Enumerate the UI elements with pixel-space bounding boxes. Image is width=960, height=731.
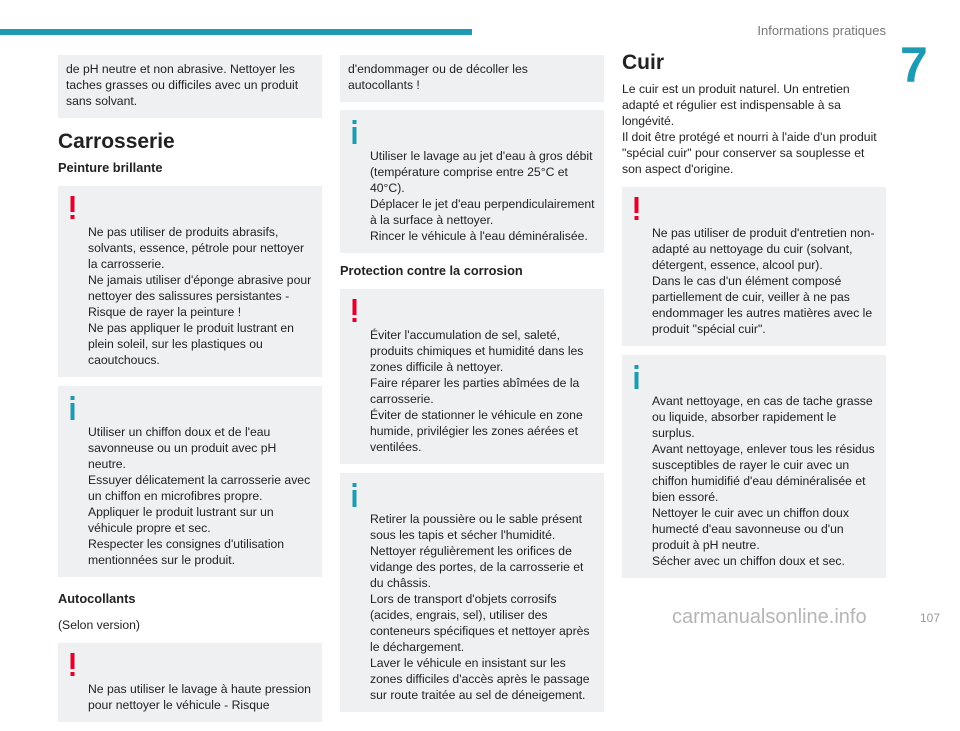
info-note bbox=[340, 110, 604, 253]
info-icon bbox=[350, 483, 359, 507]
chapter-number: 7 bbox=[900, 37, 928, 93]
header-accent-bar bbox=[0, 29, 472, 35]
info-text: Avant nettoyage, en cas de tache grasse ou liquide, absorber rapidement le surplus. Avant nettoyage, enlever tous les résidus susceptibles de rayer le cuir avec un chiffon humidifié d'eau déminéralisée et bien essoré. Nettoyer le cuir avec un chiffon doux humecté d'eau savonneuse ou d'un produit à pH neutre. Sécher avec un chiffon doux et sec. bbox=[652, 394, 875, 568]
warning-note bbox=[58, 643, 322, 722]
info-note bbox=[622, 355, 886, 578]
warning-note bbox=[58, 186, 322, 377]
warning-text: Éviter l'accumulation de sel, saleté, produits chimiques et humidité dans les zones difficile à nettoyer. Faire réparer les parties abîmées de la carrosserie. Éviter de stationner le véhicule en zone humide, privilégier les zones aérées et ventilées. bbox=[370, 328, 584, 454]
subheading-corrosion: Protection contre la corrosion bbox=[340, 263, 523, 278]
subheading-autocollants: Autocollants bbox=[58, 591, 136, 606]
section-title-carrosserie: Carrosserie bbox=[58, 130, 175, 153]
continued-text-box: de pH neutre et non abrasive. Nettoyer les taches grasses ou difficiles avec un produit sans solvant. bbox=[58, 55, 322, 118]
warning-note bbox=[622, 187, 886, 346]
info-icon bbox=[68, 396, 77, 420]
column-2 bbox=[340, 55, 604, 721]
header-title: Informations pratiques bbox=[757, 23, 886, 38]
warning-icon bbox=[632, 197, 641, 221]
warning-icon bbox=[350, 299, 359, 323]
version-note: (Selon version) bbox=[58, 618, 140, 632]
warning-text: Ne pas utiliser de produits abrasifs, solvants, essence, pétrole pour nettoyer la carrosserie. Ne jamais utiliser d'éponge abrasive pour nettoyer des salissures persistantes - Risque de rayer la peinture ! Ne pas appliquer le produit lustrant en plein soleil, sur les plastiques ou caoutchoucs. bbox=[88, 225, 312, 367]
subheading-peinture: Peinture brillante bbox=[58, 160, 163, 175]
info-icon bbox=[350, 120, 359, 144]
warning-icon bbox=[68, 196, 77, 220]
info-text: Utiliser le lavage au jet d'eau à gros débit (température comprise entre 25°C et 40°C). Déplacer le jet d'eau perpendiculairement à la surface à nettoyer. Rincer le véhicule à l'eau déminéralisée. bbox=[370, 149, 595, 243]
info-text: Utiliser un chiffon doux et de l'eau savonneuse ou un produit avec pH neutre. Essuyer délicatement la carrosserie avec un chiffon en microfibres propre. Appliquer le produit lustrant sur un véhicule propre et sec. Respecter les consignes d'utilisation mentionnées sur le produit. bbox=[88, 425, 311, 567]
column-1 bbox=[58, 55, 322, 731]
warning-text: Ne pas utiliser de produit d'entretien non-adapté au nettoyage du cuir (solvant, détergent, essence, alcool pur). Dans le cas d'un élément composé partiellement de cuir, veiller à ne pas endommager les autres matières avec le produit "spécial cuir". bbox=[652, 226, 875, 336]
info-note bbox=[58, 386, 322, 577]
continued-text-box: d'endommager ou de décoller les autocollants ! bbox=[340, 55, 604, 102]
warning-note bbox=[340, 289, 604, 464]
watermark: carmanualsonline.info bbox=[672, 606, 867, 628]
warning-text: Ne pas utiliser le lavage à haute pression pour nettoyer le véhicule - Risque bbox=[88, 682, 311, 712]
info-icon bbox=[632, 365, 641, 389]
info-note bbox=[340, 473, 604, 712]
page-number: 107 bbox=[919, 611, 940, 625]
warning-icon bbox=[68, 653, 77, 677]
info-text: Retirer la poussière ou le sable présent sous les tapis et sécher l'humidité. Nettoyer régulièrement les orifices de vidange des portes, de la carrosserie et du châssis. Lors de transport d'objets corrosifs (acides, engrais, sel), utiliser des conteneurs spécifiques et nettoyer après le déchargement. Laver le véhicule en insistant sur les zones difficiles d'accès après le passage sur route traitée au sel de déneigement. bbox=[370, 512, 590, 702]
section-title-cuir: Cuir bbox=[622, 51, 664, 74]
column-3 bbox=[622, 51, 886, 587]
cuir-paragraph: Le cuir est un produit naturel. Un entretien adapté et régulier est indispensable à sa longévité. Il doit être protégé et nourri à l'aide d'un produit "spécial cuir" pour conserver sa souplesse et son aspect d'origine. bbox=[622, 82, 877, 176]
